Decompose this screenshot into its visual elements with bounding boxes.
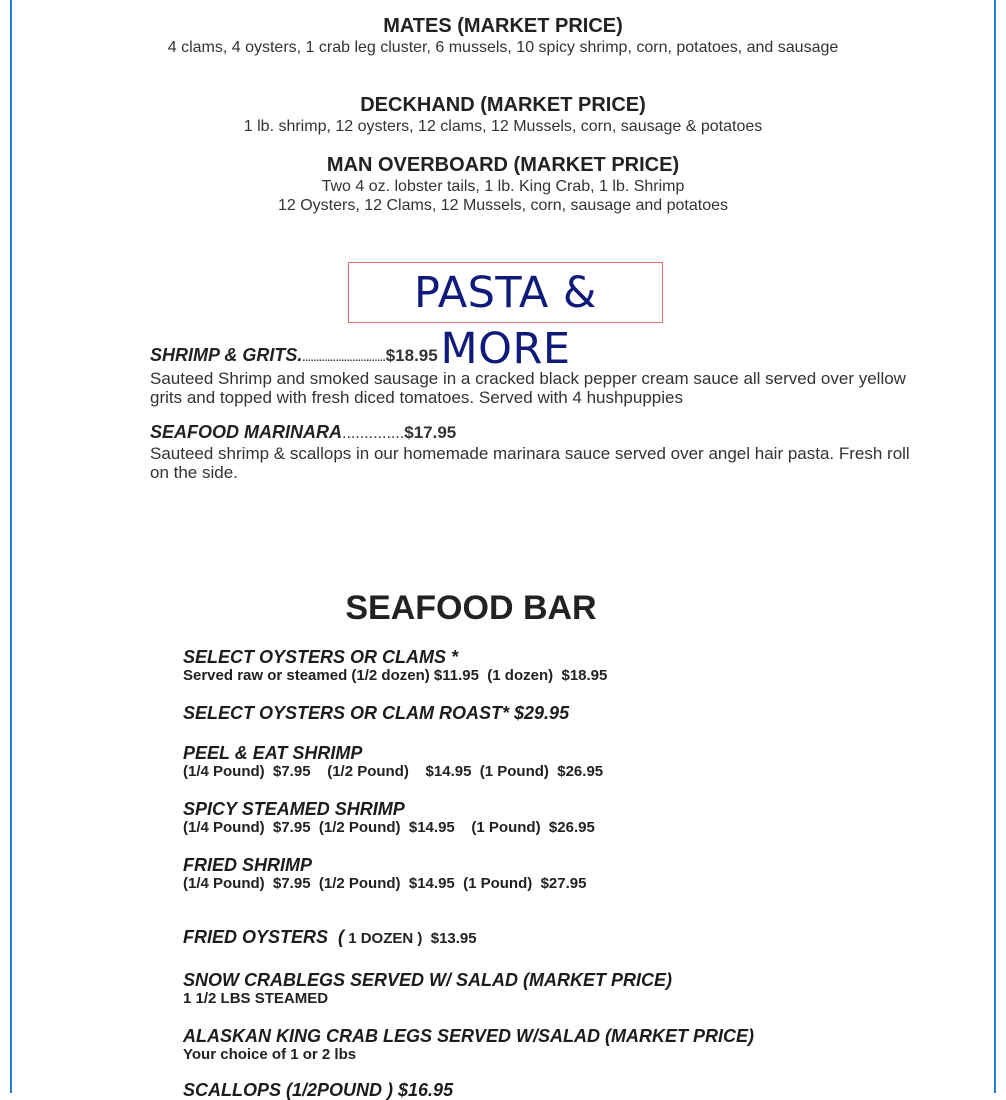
item-period: . (297, 345, 303, 365)
menu-item-shrimp-grits (150, 345, 920, 407)
bar-item-oyster-roast (183, 703, 943, 723)
item-name: SEAFOOD MARINARA (150, 422, 342, 442)
bar-item-name: SCALLOPS (1/2POUND ) $16.95 (183, 1080, 454, 1100)
dot-leader: .............................. (302, 353, 386, 364)
bar-item-detail: Served raw or steamed (1/2 dozen) $11.95 (1 dozen) $18.95 (183, 667, 608, 684)
bar-item-name: PEEL & EAT SHRIMP (183, 743, 363, 763)
bar-item-select-oysters (183, 647, 943, 685)
platter-title: MATES (MARKET PRICE) (383, 15, 623, 37)
bar-item-spicy-steamed-shrimp (183, 799, 943, 837)
bar-item-snow-crab (183, 970, 943, 1008)
bar-item-name: FRIED OYSTERS (183, 927, 329, 947)
bar-item-detail: 1 1/2 LBS STEAMED (183, 990, 329, 1007)
bar-item-name: SNOW CRABLEGS SERVED W/ SALAD (MARKET PRICE) (183, 970, 673, 990)
bar-item-name: SELECT OYSTERS OR CLAM ROAST* $29.95 (183, 703, 570, 723)
platter-man-overboard (12, 153, 994, 215)
bar-item-scallops (183, 1080, 943, 1100)
bar-item-name: ALASKAN KING CRAB LEGS SERVED W/SALAD (MARKET PRICE) (183, 1026, 755, 1046)
bar-item-detail: 1 DOZEN ) $13.95 (344, 930, 477, 947)
platter-mates (12, 14, 994, 57)
item-title-line (150, 345, 920, 369)
bar-item-detail: (1/4 Pound) $7.95 (1/2 Pound) $14.95 (1 Pound) $26.95 (183, 763, 604, 780)
item-description: Sauteed Shrimp and smoked sausage in a cracked black pepper cream sauce all served over yellow grits and topped with fresh diced tomatoes. Served with 4 hushpuppies (150, 369, 906, 407)
bar-item-name-line (183, 927, 943, 949)
bar-item-fried-oysters (183, 927, 943, 949)
platter-line: Two 4 oz. lobster tails, 1 lb. King Crab, 1 lb. Shrimp (321, 178, 685, 195)
bar-item-name: FRIED SHRIMP (183, 855, 313, 875)
dot-leader: .............. (342, 425, 405, 442)
pasta-heading: PASTA & MORE (414, 268, 597, 374)
platter-line: 1 lb. shrimp, 12 oysters, 12 clams, 12 Mussels, corn, sausage & potatoes (243, 118, 763, 135)
bar-item-detail: (1/4 Pound) $7.95 (1/2 Pound) $14.95 (1 Pound) $27.95 (183, 875, 587, 892)
bar-item-detail: (1/4 Pound) $7.95 (1/2 Pound) $14.95 (1 Pound) $26.95 (183, 819, 595, 836)
item-title-line (150, 422, 920, 444)
bar-item-fried-shrimp (183, 855, 943, 893)
seafood-bar-heading: SEAFOOD BAR (345, 589, 597, 627)
platter-deckhand (12, 93, 994, 136)
bar-item-detail: Your choice of 1 or 2 lbs (183, 1046, 357, 1063)
platter-line: 4 clams, 4 oysters, 1 crab leg cluster, 6 mussels, 10 spicy shrimp, corn, potatoes, and sausage (167, 39, 839, 56)
item-name: SHRIMP & GRITS (150, 345, 298, 365)
bar-item-name: SELECT OYSTERS OR CLAMS * (183, 647, 459, 667)
bar-item-paren: ( (338, 927, 345, 947)
item-description: Sauteed shrimp & scallops in our homemade marinara sauce served over angel hair pasta. Fresh roll on the side. (150, 444, 910, 482)
platter-title: DECKHAND (MARKET PRICE) (360, 94, 646, 116)
bar-item-name: SPICY STEAMED SHRIMP (183, 799, 405, 819)
bar-item-king-crab (183, 1026, 943, 1064)
platter-line: 12 Oysters, 12 Clams, 12 Mussels, corn, sausage and potatoes (277, 197, 728, 214)
item-price: $18.95 (385, 346, 438, 365)
bar-item-peel-eat-shrimp (183, 743, 943, 781)
item-price: $17.95 (404, 423, 457, 442)
platter-title: MAN OVERBOARD (MARKET PRICE) (326, 154, 680, 176)
menu-item-seafood-marinara (150, 422, 920, 482)
